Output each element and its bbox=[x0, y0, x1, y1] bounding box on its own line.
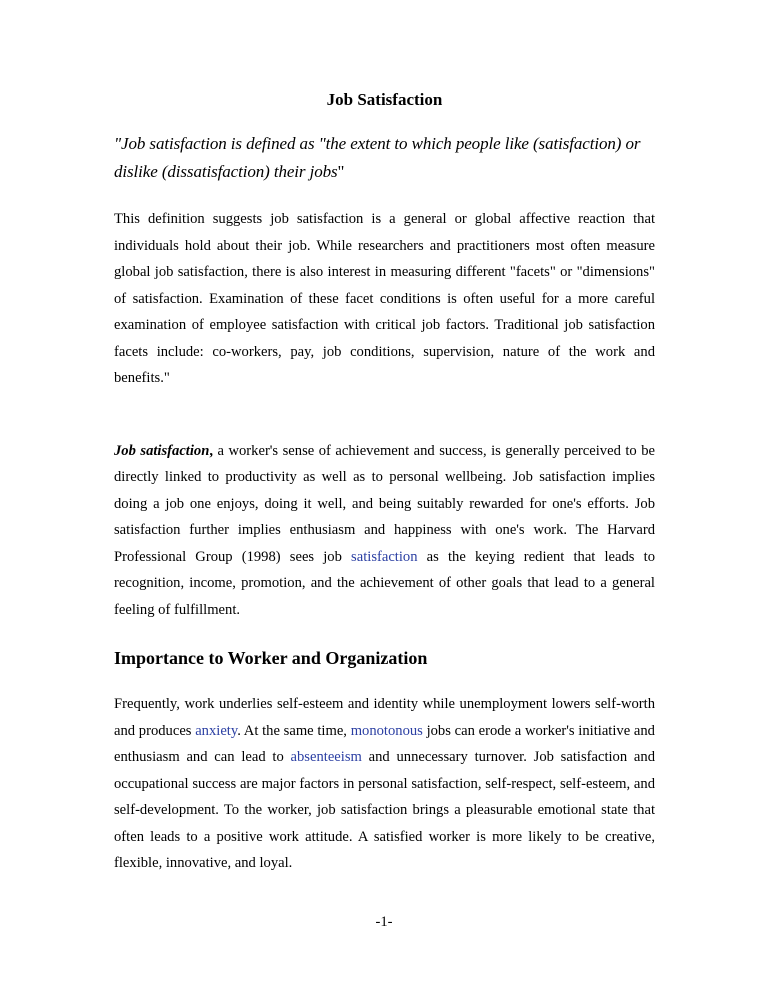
job-satisfaction-paragraph bbox=[114, 438, 655, 624]
page-title: Job Satisfaction bbox=[326, 90, 443, 109]
paragraph-text: . At the same time, bbox=[237, 722, 351, 739]
quote-italic-text: "Job satisfaction is defined as "the extent to which people like (satisfaction) or dislike (dissatisfaction) their jobs bbox=[114, 134, 641, 181]
paragraph-text: as the keying redient that leads to recognition, income, promotion, and the achievement of other goals that lead to a general feeling of fulfillment. bbox=[114, 548, 655, 618]
anxiety-link[interactable]: anxiety bbox=[195, 722, 238, 739]
paragraph-text: Frequently, work underlies self-esteem and identity while unemployment lowers self-worth and produces bbox=[114, 696, 655, 739]
absenteeism-link[interactable]: absenteeism bbox=[290, 749, 362, 765]
page-number: -1- bbox=[375, 914, 393, 930]
document-body bbox=[114, 88, 655, 877]
monotonous-link[interactable]: monotonous bbox=[350, 722, 423, 739]
paragraph-text: a worker's sense of achievement and success, is generally perceived to be directly linked to productivity as well as to personal wellbeing. Job satisfaction implies doing a job one enjoys, doing it well, and being suitably rewarded for one's efforts. Job satisfaction further implies enthusiasm and happiness with one's work. The Harvard Professional Group (1998) sees job bbox=[114, 442, 655, 565]
paragraph-text: and unnecessary turnover. Job satisfaction and occupational success are major factors in personal satisfaction, self-respect, self-esteem, and self-development. To the worker, job satisfaction brings a pleasurable emotional state that often leads to a positive work attitude. A satisfied worker is more likely to be creative, flexible, innovative, and loyal. bbox=[114, 749, 655, 871]
definition-quote bbox=[114, 130, 655, 186]
lead-term: Job satisfaction bbox=[114, 442, 210, 459]
quote-closing-mark: " bbox=[337, 162, 345, 181]
lead-comma: , bbox=[209, 442, 213, 459]
section-heading: Importance to Worker and Organization bbox=[114, 648, 428, 668]
satisfaction-link[interactable]: satisfaction bbox=[351, 548, 418, 565]
paragraph-text: jobs can erode a worker's initiative and enthusiasm and can lead to bbox=[114, 722, 655, 765]
definition-paragraph: This definition suggests job satisfaction is a general or global affective reaction that individuals hold about their job. While researchers and practitioners most often measure global job satisfaction, there is also interest in measuring different "facets" or "dimensions" of satisfaction. Examination of these facet conditions is often useful for a more careful examination of employee satisfaction with critical job factors. Traditional job satisfaction facets include: co-workers, pay, job conditions, supervision, nature of the work and benefits." bbox=[114, 211, 655, 386]
importance-paragraph bbox=[114, 691, 655, 877]
